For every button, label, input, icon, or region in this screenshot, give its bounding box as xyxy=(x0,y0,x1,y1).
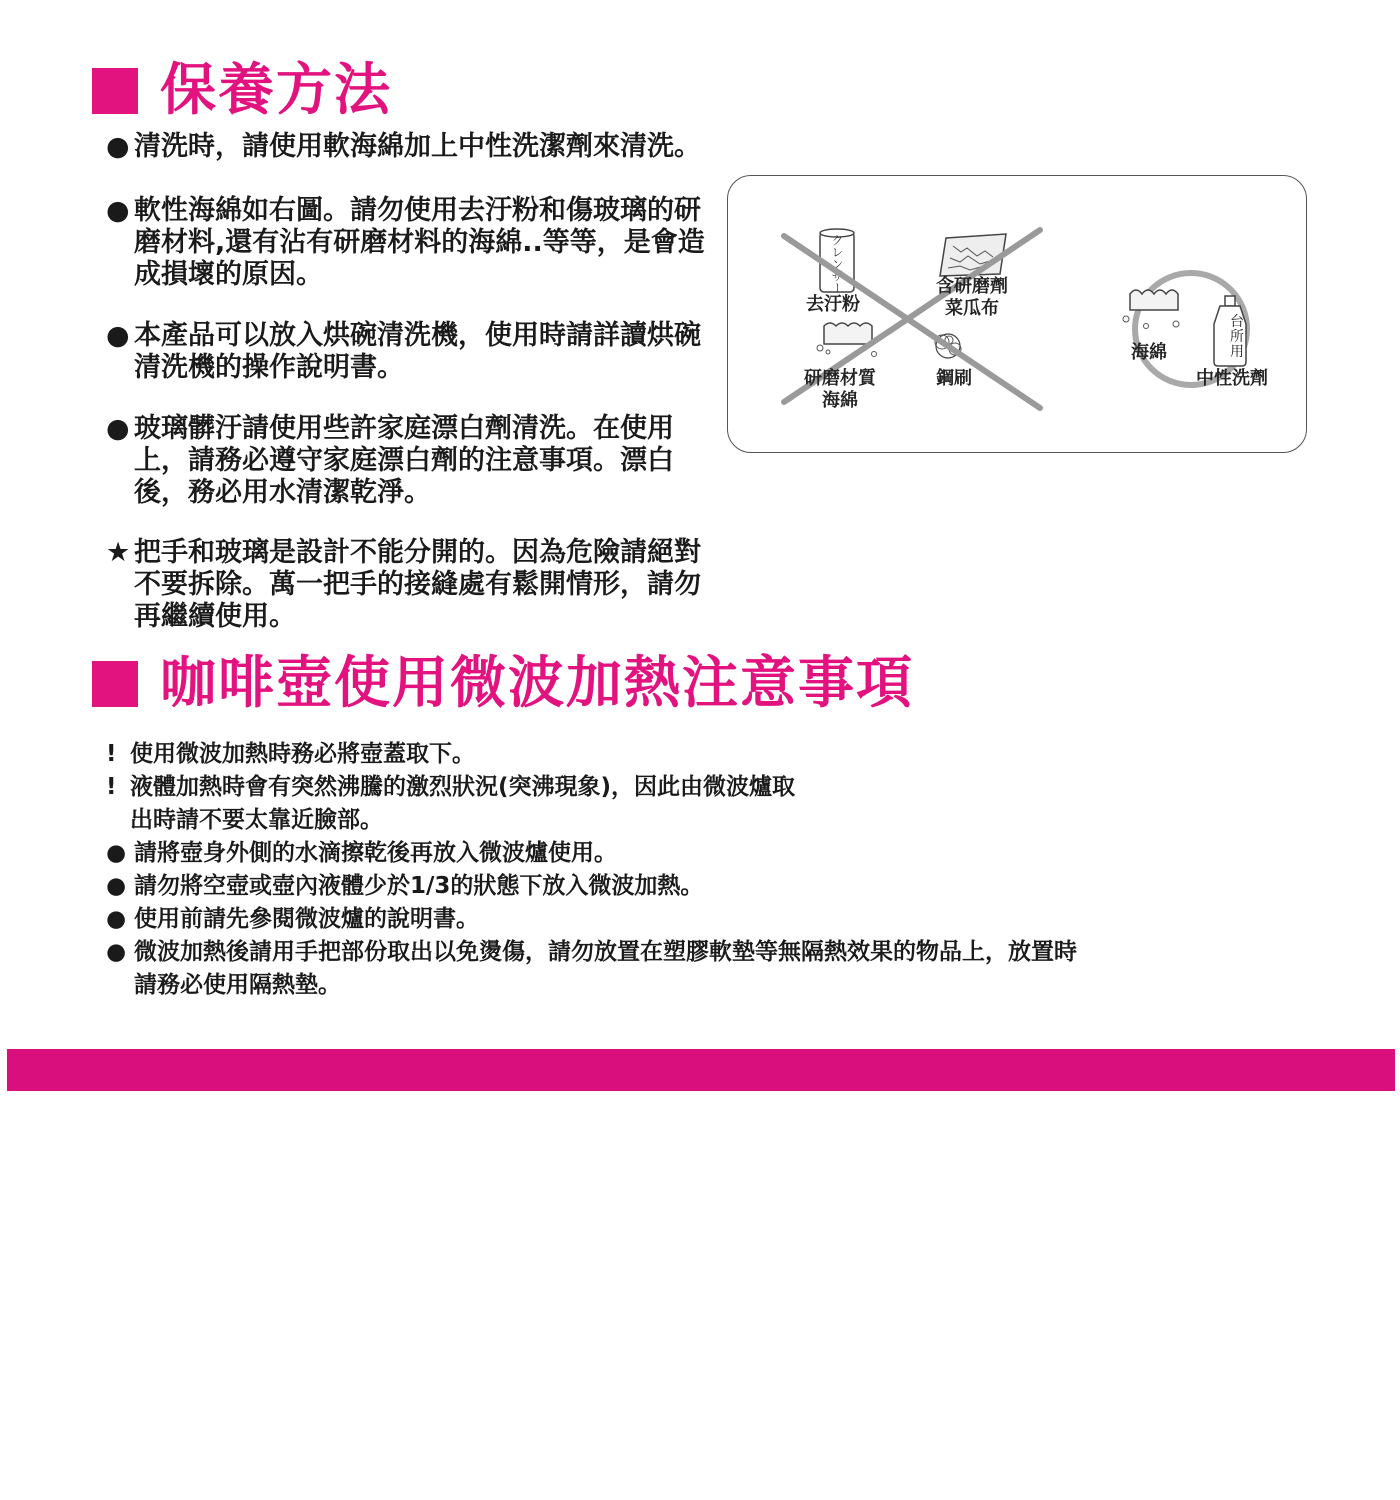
bullet-icon: ● xyxy=(106,131,130,162)
warning-item-text: 微波加熱後請用手把部份取出以免燙傷，請勿放置在塑膠軟墊等無隔熱效果的物品上，放置時請務必使用隔熱墊。 xyxy=(134,939,1077,998)
bullet-icon: ● xyxy=(106,906,127,932)
care-item-text: 清洗時，請使用軟海綿加上中性洗潔劑來清洗。 xyxy=(134,131,701,162)
warning-item xyxy=(106,903,1306,936)
detergent-label: 中性洗劑 xyxy=(1196,368,1268,389)
warning-item-text: 使用前請先參閱微波爐的說明書。 xyxy=(134,906,479,932)
care-item-text: 把手和玻璃是設計不能分開的。因為危險請絕對不要拆除。萬一把手的接縫處有鬆開情形，請勿再繼續使用。 xyxy=(134,537,701,632)
care-item xyxy=(106,195,706,291)
section-title: 保養方法 xyxy=(160,58,392,123)
section-title: 咖啡壺使用微波加熱注意事項 xyxy=(160,651,914,716)
care-item xyxy=(106,537,726,633)
warning-item-text: 請勿將空壺或壺內液體少於1/3的狀態下放入微波加熱。 xyxy=(134,873,704,899)
care-item xyxy=(106,131,726,163)
bullet-icon: ● xyxy=(106,840,127,866)
abrasive-sponge-label: 研磨材質海綿 xyxy=(804,368,876,411)
warning-item xyxy=(106,870,1306,903)
microwave-notes-list xyxy=(106,738,1306,1002)
scrub-pad-label: 含研磨劑菜瓜布 xyxy=(936,276,1008,319)
section-heading-microwave xyxy=(92,651,914,716)
section-heading-care xyxy=(92,58,392,123)
care-item-text: 本產品可以放入烘碗清洗機，使用時請詳讀烘碗清洗機的操作說明書。 xyxy=(134,320,701,383)
bullet-icon: ● xyxy=(106,873,127,899)
heading-square-icon xyxy=(92,68,138,114)
care-item-text: 玻璃髒汙請使用些許家庭漂白劑清洗。在使用上，請務必遵守家庭漂白劑的注意事項。漂白後，務必用水清潔乾淨。 xyxy=(134,413,674,508)
bottle-text: 台所用 xyxy=(1230,314,1244,360)
abrasive-sponge-icon xyxy=(817,323,877,357)
svg-text:クレンザー: クレンザー xyxy=(830,234,844,294)
footer-color-band xyxy=(7,1049,1395,1091)
care-item-text: 軟性海綿如右圖。請勿使用去汙粉和傷玻璃的研磨材料,還有沾有研磨材料的海綿..等等，是會造成損壞的原因。 xyxy=(134,195,705,290)
scrub-pad-icon xyxy=(940,234,1006,276)
bullet-icon: ● xyxy=(106,320,130,351)
exclamation-icon: ! xyxy=(106,774,117,800)
warning-item xyxy=(106,837,1306,870)
warning-item-text: 請將壺身外側的水滴擦乾後再放入微波爐使用。 xyxy=(134,840,617,866)
bullet-icon: ● xyxy=(106,413,130,444)
cleanser-label: 去汙粉 xyxy=(806,294,860,315)
warning-item xyxy=(106,771,796,837)
steel-wool-label: 鋼刷 xyxy=(936,368,972,389)
cleaning-tools-figure xyxy=(727,175,1307,453)
care-item xyxy=(106,413,706,509)
warning-item xyxy=(106,936,1086,1002)
bullet-icon: ● xyxy=(106,195,130,226)
warning-item-text: 液體加熱時會有突然沸騰的激烈狀況(突沸現象)，因此由微波爐取出時請不要太靠近臉部。 xyxy=(130,774,796,833)
star-icon: ★ xyxy=(106,537,131,568)
sponge-label: 海綿 xyxy=(1131,342,1167,363)
care-item xyxy=(106,320,706,384)
heading-square-icon xyxy=(92,661,138,707)
bullet-icon: ● xyxy=(106,939,127,965)
warning-item xyxy=(106,738,1306,771)
warning-item-text: 使用微波加熱時務必將壺蓋取下。 xyxy=(130,741,475,767)
exclamation-icon: ! xyxy=(106,741,117,767)
sponge-icon xyxy=(1123,290,1179,329)
